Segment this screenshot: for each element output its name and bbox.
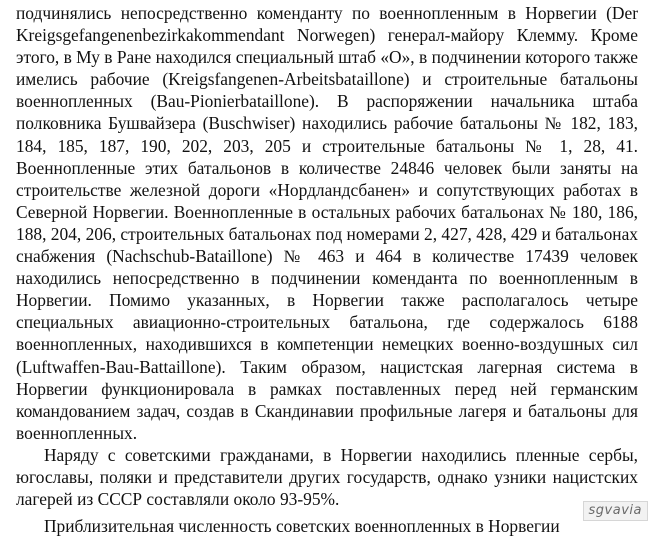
paragraph-1: подчинялись непосредственно коменданту по военнопленным в Норвегии (Der Kreigsgefangenenbezirkakommendant Norwegen) генерал-майору Клемму. Кроме этого, в Му в Ране находился специальный штаб «О», в подчинении которого также имелись рабочие (Kreigsfangenen-Arbeitsbataillone) и строительные батальоны военнопленных (Bau-Pionierbataillone). В распоряжении начальника штаба полковника Бушвайзера (Buschwiser) находились рабочие батальоны № 182, 183, 184, 185, 187, 190, 202, 203, 205 и строительные батальоны № 1, 28, 41. Военнопленные этих батальонов в количестве 24846 человек были заняты на строительстве железной дороги «Нордландсбанен» и сопутствующих работах в Северной Норвегии. Военнопленные в остальных рабочих батальонах № 180, 186, 188, 204, 206, строительных батальонах под номерами 2, 427, 428, 429 и батальонах снабжения (Nachschub-Bataillone) № 463 и 464 в количестве 17439 человек находились непосредственно в подчинении коменданта по военнопленным в Норвегии. Помимо указанных, в Норвегии также располагалось четыре специальных авиационно-строительных батальона, где содержалось 6188 военнопленных, находившихся в компетенции немецких военно-воздушных сил (Luftwaffen-Bau-Battaillone). Таким образом, нацистская лагерная система в Норвегии функционировала в рамках поставленных перед ней германским командованием задач, создав в Скандинавии профильные лагеря и батальоны для военнопленных. (16, 3, 638, 443)
cut-off-next-line: Приблизительная численность советских военнопленных в Норвегии (44, 516, 560, 536)
document-body (16, 2, 638, 510)
watermark-logo: sgvavia (583, 501, 648, 521)
paragraph-2: Наряду с советскими гражданами, в Норвегии находились пленные сербы, югославы, поляки и представители других государств, однако узники нацистских лагерей из СССР составляли около 93-95%. (16, 444, 638, 510)
